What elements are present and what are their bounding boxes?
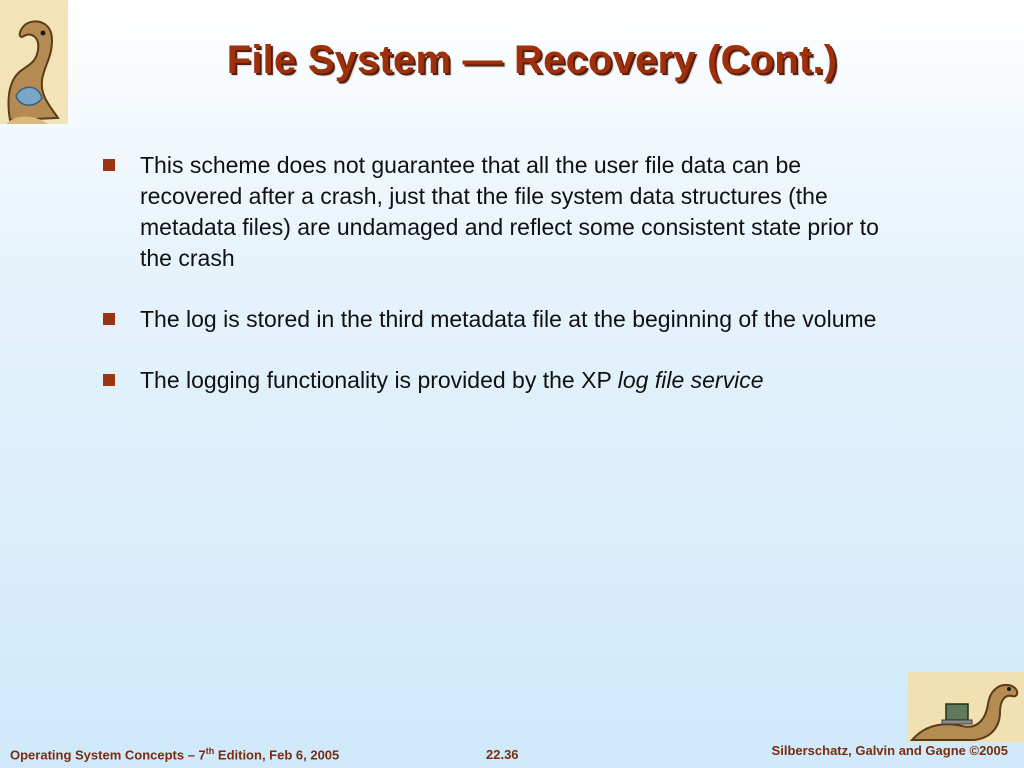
page-title: File System — Recovery (Cont.) [226, 38, 838, 82]
bullet-item-1 [102, 150, 892, 274]
bullet-item-2 [102, 304, 892, 335]
square-bullet-icon [103, 374, 115, 386]
footer-edition-date: Edition, Feb 6, 2005 [214, 747, 340, 762]
slide-number: 22.36 [486, 747, 519, 762]
bullet-list [102, 150, 892, 426]
bullet-text-prefix: The logging functionality is provided by the XP [140, 367, 618, 393]
footer-book-title: Operating System Concepts – 7 [10, 747, 206, 762]
bullet-text-italic: log file service [617, 367, 764, 393]
square-bullet-icon [103, 313, 115, 325]
dinosaur-computer-icon [908, 672, 1024, 742]
footer-edition-superscript: th [205, 745, 215, 756]
footer-authors: Silberschatz, Galvin and Gagne ©2005 [771, 743, 1008, 758]
bullet-item-3 [102, 365, 892, 396]
bullet-text: This scheme does not guarantee that all the user file data can be recovered after a crash, just that the file system data structures (the metadata files) are undamaged and reflect some consistent state prior to the crash [140, 152, 879, 271]
footer-book-info [10, 746, 339, 762]
bullet-text: The log is stored in the third metadata file at the beginning of the volume [140, 306, 877, 332]
square-bullet-icon [103, 159, 115, 171]
